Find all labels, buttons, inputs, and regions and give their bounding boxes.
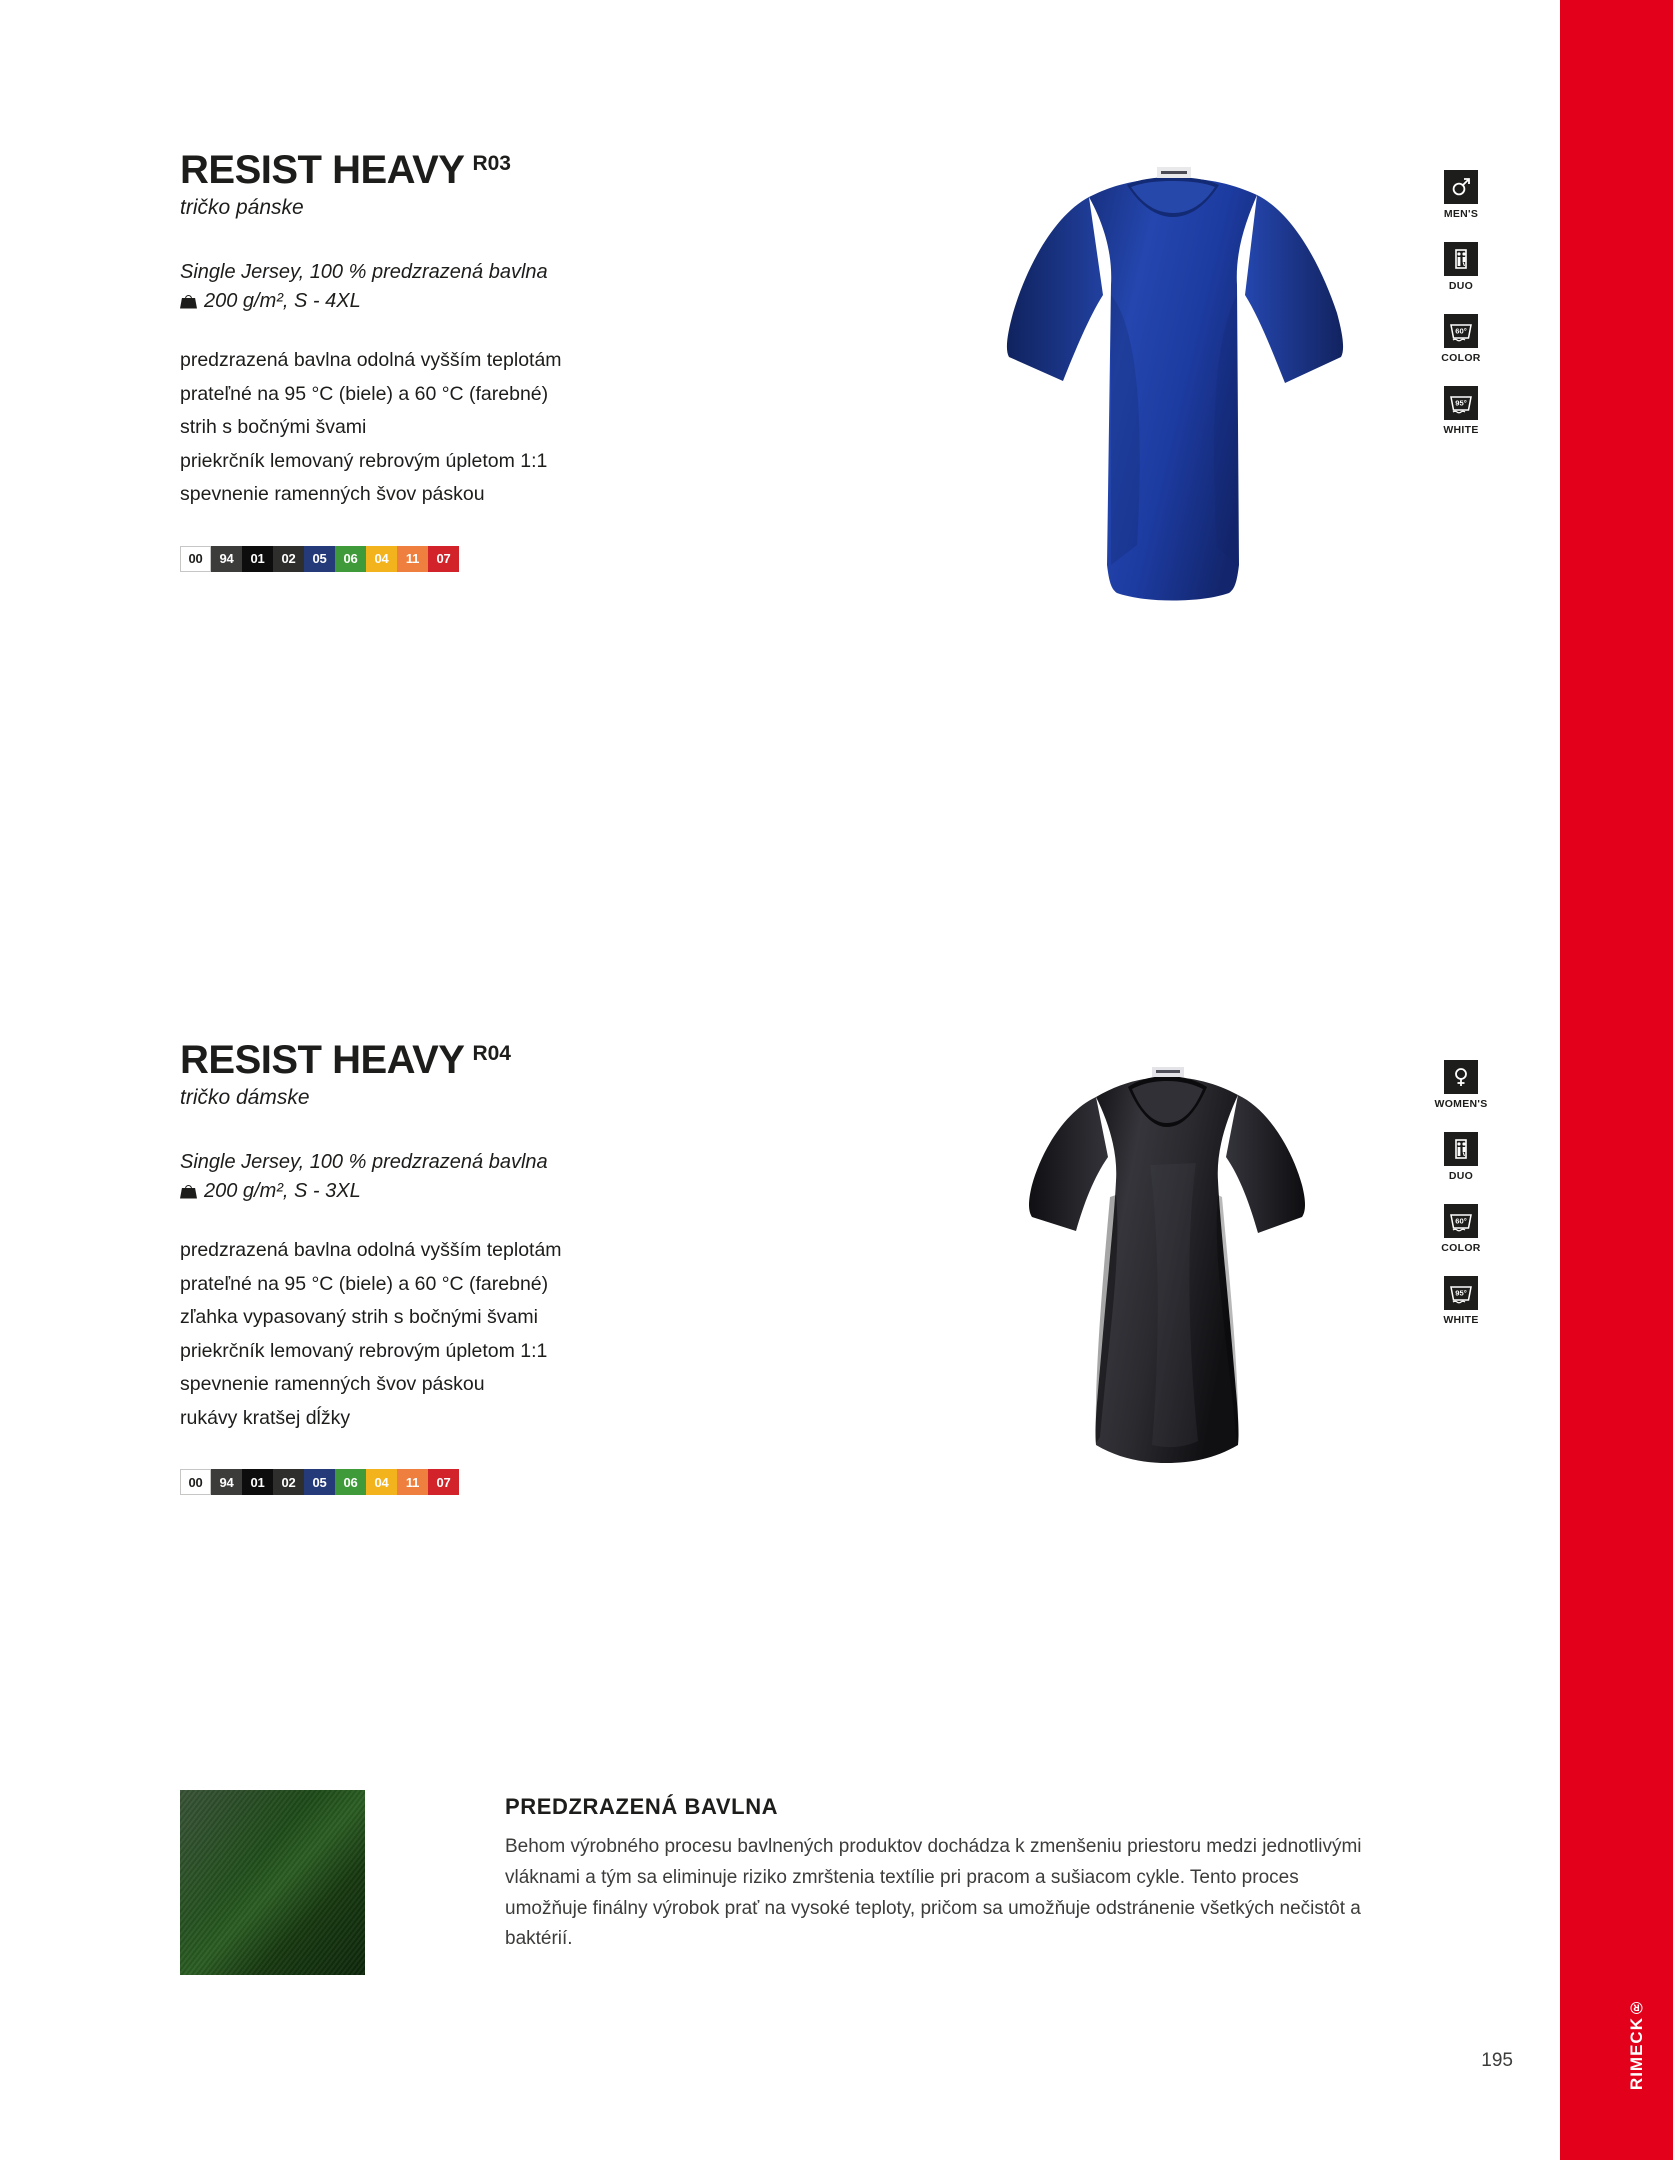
product-title-row bbox=[180, 1040, 960, 1080]
feature-item: priekrčník lemovaný rebrovým úpletom 1:1 bbox=[180, 1339, 548, 1362]
color-swatch[interactable]: 00 bbox=[180, 1469, 211, 1495]
feature-item: zľahka vypasovaný strih s bočnými švami bbox=[180, 1306, 538, 1329]
color-swatch-list bbox=[180, 546, 960, 572]
color-swatch[interactable]: 07 bbox=[428, 546, 459, 572]
material-weight: 200 g/m², S - 3XL bbox=[204, 1180, 361, 1202]
weight-icon bbox=[180, 295, 197, 309]
color-swatch[interactable]: 94 bbox=[211, 546, 242, 572]
feature-item: strih s bočnými švami bbox=[180, 416, 367, 439]
page-title: RESIST HEAVY bbox=[180, 1038, 465, 1082]
product-image-womens-tshirt bbox=[1000, 1045, 1350, 1530]
color-swatch-list bbox=[180, 1469, 960, 1495]
product-features bbox=[180, 344, 960, 512]
fabric-swatch-dark-green-image bbox=[180, 1790, 365, 1975]
product-code: R03 bbox=[472, 152, 511, 175]
product-title-row bbox=[180, 150, 960, 190]
product-material bbox=[180, 1148, 960, 1206]
color-swatch[interactable]: 94 bbox=[211, 1469, 242, 1495]
pictogram-womens bbox=[1434, 1060, 1488, 1110]
pictogram-wash-95 bbox=[1434, 1276, 1488, 1326]
product-features bbox=[180, 1234, 960, 1435]
color-swatch[interactable]: 06 bbox=[335, 546, 366, 572]
pictogram-label: WHITE bbox=[1443, 1314, 1479, 1326]
wash-95-icon bbox=[1444, 386, 1478, 420]
pictogram-label: DUO bbox=[1448, 1170, 1474, 1182]
pictogram-duo bbox=[1434, 1132, 1488, 1182]
page-title: RESIST HEAVY bbox=[180, 148, 465, 192]
pictogram-label: WOMEN'S bbox=[1434, 1098, 1488, 1110]
svg-text:60°: 60° bbox=[1455, 1216, 1467, 1226]
womens-icon bbox=[1444, 1060, 1478, 1094]
weight-icon bbox=[180, 1185, 197, 1199]
color-swatch[interactable]: 02 bbox=[273, 1469, 304, 1495]
color-swatch[interactable]: 07 bbox=[428, 1469, 459, 1495]
material-composition: Single Jersey, 100 % predzrazená bavlna bbox=[180, 1151, 548, 1173]
feature-item: spevnenie ramenných švov páskou bbox=[180, 483, 485, 506]
feature-item: prateľné na 95 °C (biele) a 60 °C (farebné) bbox=[180, 382, 549, 405]
mens-icon bbox=[1444, 170, 1478, 204]
page-number: 195 bbox=[1481, 2050, 1513, 2071]
pictogram-label: WHITE bbox=[1443, 424, 1479, 436]
color-swatch[interactable]: 04 bbox=[366, 546, 397, 572]
material-weight: 200 g/m², S - 4XL bbox=[204, 290, 361, 312]
technology-description: Behom výrobného procesu bavlnených produktov dochádza k zmenšeniu priestoru medzi jednotlivými vláknami a tým sa eliminuje riziko zmrštenia textílie pri pracom a sušiacom cykle. Tento proces umožňuje finálny výrobok prať na vysoké teploty, pričom sa umožňuje odstránenie všetkých nečistôt a baktérií. bbox=[505, 1836, 1362, 1950]
wash-60-icon bbox=[1444, 314, 1478, 348]
technology-title: PREDZRAZENÁ BAVLNA bbox=[505, 1794, 779, 1819]
product-subtitle: tričko pánske bbox=[180, 196, 304, 219]
feature-item: rukávy kratšej dĺžky bbox=[180, 1406, 351, 1429]
color-swatch[interactable]: 05 bbox=[304, 1469, 335, 1495]
color-swatch[interactable]: 05 bbox=[304, 546, 335, 572]
pictogram-column-r04 bbox=[1434, 1060, 1488, 1348]
pictogram-wash-60 bbox=[1434, 314, 1488, 364]
svg-text:95°: 95° bbox=[1455, 1288, 1467, 1298]
red-side-band bbox=[1560, 0, 1673, 2160]
technology-info-block bbox=[180, 1790, 1380, 1975]
material-weight-line bbox=[180, 287, 960, 316]
product-code: R04 bbox=[472, 1042, 511, 1065]
color-swatch[interactable]: 00 bbox=[180, 546, 211, 572]
svg-text:95°: 95° bbox=[1455, 398, 1467, 408]
pictogram-duo bbox=[1434, 242, 1488, 292]
wash-95-icon bbox=[1444, 1276, 1478, 1310]
pictogram-column-r03 bbox=[1434, 170, 1488, 458]
product-material bbox=[180, 258, 960, 316]
color-swatch[interactable]: 01 bbox=[242, 546, 273, 572]
pictogram-label: COLOR bbox=[1441, 1242, 1481, 1254]
pictogram-label: COLOR bbox=[1441, 352, 1481, 364]
product-subtitle: tričko dámske bbox=[180, 1086, 310, 1109]
color-swatch[interactable]: 04 bbox=[366, 1469, 397, 1495]
color-swatch[interactable]: 02 bbox=[273, 546, 304, 572]
feature-item: priekrčník lemovaný rebrovým úpletom 1:1 bbox=[180, 449, 548, 472]
pictogram-label: MEN'S bbox=[1443, 208, 1479, 220]
feature-item: predzrazená bavlna odolná vyšším teplotám bbox=[180, 349, 562, 371]
technology-info-text bbox=[505, 1790, 1380, 1975]
duo-icon bbox=[1444, 242, 1478, 276]
color-swatch[interactable]: 06 bbox=[335, 1469, 366, 1495]
pictogram-wash-60 bbox=[1434, 1204, 1488, 1254]
brand-logo-vertical: RIMECK® bbox=[1627, 1996, 1646, 2090]
color-swatch[interactable]: 11 bbox=[397, 546, 428, 572]
material-composition: Single Jersey, 100 % predzrazená bavlna bbox=[180, 261, 548, 283]
color-swatch[interactable]: 01 bbox=[242, 1469, 273, 1495]
pictogram-label: DUO bbox=[1448, 280, 1474, 292]
duo-icon bbox=[1444, 1132, 1478, 1166]
product-block-r04 bbox=[180, 1040, 960, 1495]
material-weight-line bbox=[180, 1177, 960, 1206]
svg-text:60°: 60° bbox=[1455, 326, 1467, 336]
product-image-mens-tshirt bbox=[985, 145, 1365, 650]
feature-item: spevnenie ramenných švov páskou bbox=[180, 1373, 485, 1396]
feature-item: prateľné na 95 °C (biele) a 60 °C (farebné) bbox=[180, 1272, 549, 1295]
feature-item: predzrazená bavlna odolná vyšším teplotám bbox=[180, 1239, 562, 1261]
pictogram-wash-95 bbox=[1434, 386, 1488, 436]
pictogram-mens bbox=[1434, 170, 1488, 220]
product-block-r03 bbox=[180, 150, 960, 572]
color-swatch[interactable]: 11 bbox=[397, 1469, 428, 1495]
wash-60-icon bbox=[1444, 1204, 1478, 1238]
